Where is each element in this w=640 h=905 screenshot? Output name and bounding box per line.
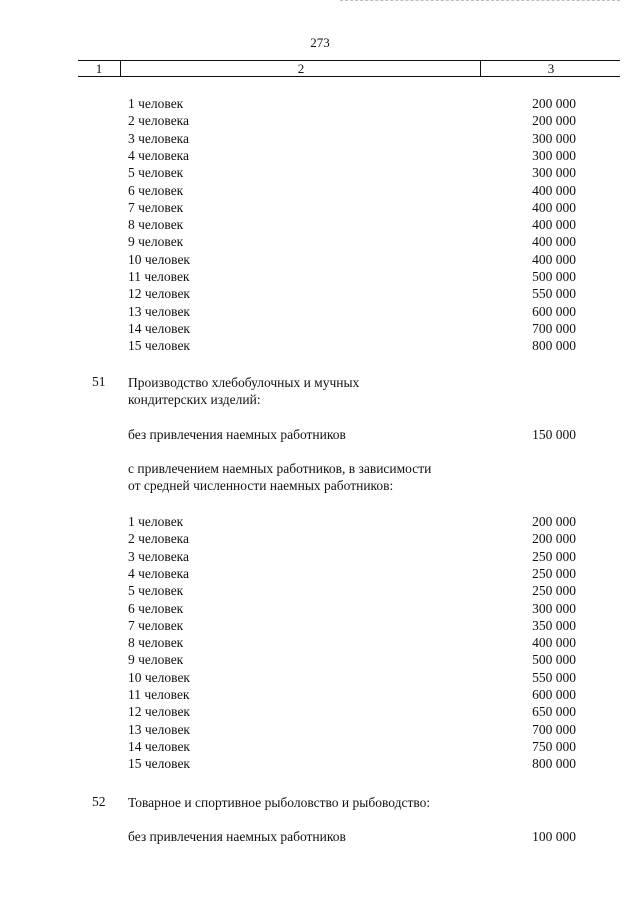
rate-value: 200 000 bbox=[532, 531, 576, 547]
header-col-2: 2 bbox=[120, 61, 481, 76]
table-row bbox=[0, 513, 640, 530]
header-col-1: 1 bbox=[95, 61, 103, 76]
table-row bbox=[0, 251, 640, 268]
staff-count-label: 7 человек bbox=[128, 617, 184, 633]
staff-count-label: 8 человек bbox=[128, 635, 184, 651]
table-row bbox=[0, 112, 640, 129]
rate-value: 250 000 bbox=[532, 565, 576, 581]
staff-count-label: 2 человека bbox=[128, 113, 190, 129]
staff-count-label: 4 человека bbox=[128, 147, 190, 163]
table-row bbox=[0, 164, 640, 181]
section-51-title-line-2: кондитерских изделий: bbox=[128, 392, 261, 407]
table-header bbox=[78, 60, 620, 77]
table-row bbox=[0, 703, 640, 720]
section-52-number: 52 bbox=[92, 794, 106, 809]
header-col-3: 3 bbox=[480, 61, 621, 76]
staff-count-label: 15 человек bbox=[128, 756, 190, 772]
table-row bbox=[0, 651, 640, 668]
staff-count-label: 3 человека bbox=[128, 548, 190, 564]
staff-count-label: 11 человек bbox=[128, 269, 190, 284]
rate-value: 650 000 bbox=[532, 704, 576, 720]
rate-value: 800 000 bbox=[532, 756, 576, 772]
table-row bbox=[0, 147, 640, 164]
section-52-no-hired-label: без привлечения наемных работников bbox=[128, 829, 346, 844]
staff-count-label: 1 человек bbox=[128, 514, 184, 529]
rate-value: 750 000 bbox=[532, 738, 576, 754]
top-edge-rule bbox=[340, 0, 620, 1]
table-row bbox=[0, 233, 640, 250]
table-row bbox=[0, 548, 640, 565]
section-52-title: Товарное и спортивное рыболовство и рыбоводство: bbox=[128, 795, 431, 810]
table-row bbox=[0, 199, 640, 216]
staff-count-label: 14 человек bbox=[128, 320, 190, 336]
rate-value: 200 000 bbox=[532, 96, 576, 111]
table-row bbox=[0, 130, 640, 147]
rate-value: 400 000 bbox=[532, 199, 576, 215]
rate-value: 300 000 bbox=[532, 130, 576, 146]
table-row bbox=[0, 634, 640, 651]
staff-count-label: 7 человек bbox=[128, 199, 184, 215]
rate-value: 700 000 bbox=[532, 721, 576, 737]
rate-value: 200 000 bbox=[532, 113, 576, 129]
table-row bbox=[0, 182, 640, 199]
staff-count-label: 1 человек bbox=[128, 96, 184, 111]
rate-value: 550 000 bbox=[532, 669, 576, 685]
staff-count-label: 15 человек bbox=[128, 338, 190, 354]
rate-value: 600 000 bbox=[532, 303, 576, 319]
table-row bbox=[0, 686, 640, 703]
table-row bbox=[0, 600, 640, 617]
staff-count-label: 9 человек bbox=[128, 652, 184, 668]
staff-count-label: 3 человека bbox=[128, 130, 190, 146]
table-row bbox=[0, 617, 640, 634]
table-row bbox=[0, 565, 640, 582]
rate-value: 800 000 bbox=[532, 338, 576, 354]
table-row bbox=[0, 337, 640, 354]
table-row bbox=[0, 285, 640, 302]
table-row bbox=[0, 268, 640, 285]
staff-count-label: 13 человек bbox=[128, 721, 190, 737]
staff-count-label: 10 человек bbox=[128, 251, 190, 267]
table-row bbox=[0, 530, 640, 547]
staff-count-label: 6 человек bbox=[128, 600, 184, 616]
rate-value: 400 000 bbox=[532, 251, 576, 267]
table-row bbox=[0, 216, 640, 233]
rate-value: 250 000 bbox=[532, 548, 576, 564]
rate-value: 400 000 bbox=[532, 234, 576, 250]
staff-count-label: 11 человек bbox=[128, 687, 190, 702]
staff-count-label: 14 человек bbox=[128, 738, 190, 754]
rate-value: 400 000 bbox=[532, 635, 576, 651]
rate-value: 200 000 bbox=[532, 514, 576, 529]
section-51-no-hired-label: без привлечения наемных работников bbox=[128, 427, 346, 442]
table-row bbox=[0, 738, 640, 755]
rate-value: 300 000 bbox=[532, 165, 576, 181]
staff-count-label: 10 человек bbox=[128, 669, 190, 685]
section-51-no-hired-value: 150 000 bbox=[532, 427, 576, 442]
staff-count-label: 9 человек bbox=[128, 234, 184, 250]
staff-count-label: 5 человек bbox=[128, 583, 184, 599]
rate-value: 600 000 bbox=[532, 687, 576, 702]
table-row bbox=[0, 95, 640, 112]
staff-count-label: 6 человек bbox=[128, 182, 184, 198]
rate-value: 300 000 bbox=[532, 147, 576, 163]
rate-value: 550 000 bbox=[532, 286, 576, 302]
staff-count-label: 4 человека bbox=[128, 565, 190, 581]
staff-count-label: 2 человека bbox=[128, 531, 190, 547]
table-row bbox=[0, 721, 640, 738]
rate-value: 250 000 bbox=[532, 583, 576, 599]
section-51-number: 51 bbox=[92, 374, 106, 389]
table-row bbox=[0, 669, 640, 686]
rate-value: 400 000 bbox=[532, 182, 576, 198]
table-row bbox=[0, 582, 640, 599]
page-number: 273 bbox=[310, 35, 330, 50]
rate-value: 400 000 bbox=[532, 217, 576, 233]
section-51-hired-line-2: от средней численности наемных работников: bbox=[128, 478, 394, 493]
section-51-hired-line-1: с привлечением наемных работников, в зависимости bbox=[128, 461, 432, 476]
staff-count-label: 5 человек bbox=[128, 165, 184, 181]
rate-value: 500 000 bbox=[532, 269, 576, 284]
rate-value: 500 000 bbox=[532, 652, 576, 668]
section-51-title-line-1: Производство хлебобулочных и мучных bbox=[128, 375, 360, 390]
rate-value: 300 000 bbox=[532, 600, 576, 616]
table-row bbox=[0, 303, 640, 320]
staff-count-label: 12 человек bbox=[128, 704, 190, 720]
section-52-no-hired-row bbox=[0, 828, 640, 845]
table-row bbox=[0, 755, 640, 772]
rate-value: 350 000 bbox=[532, 617, 576, 633]
staff-count-label: 13 человек bbox=[128, 303, 190, 319]
staff-count-label: 12 человек bbox=[128, 286, 190, 302]
table-row bbox=[0, 320, 640, 337]
section-52-no-hired-value: 100 000 bbox=[532, 829, 576, 844]
section-51-no-hired-row bbox=[0, 426, 640, 443]
staff-count-label: 8 человек bbox=[128, 217, 184, 233]
rate-value: 700 000 bbox=[532, 320, 576, 336]
